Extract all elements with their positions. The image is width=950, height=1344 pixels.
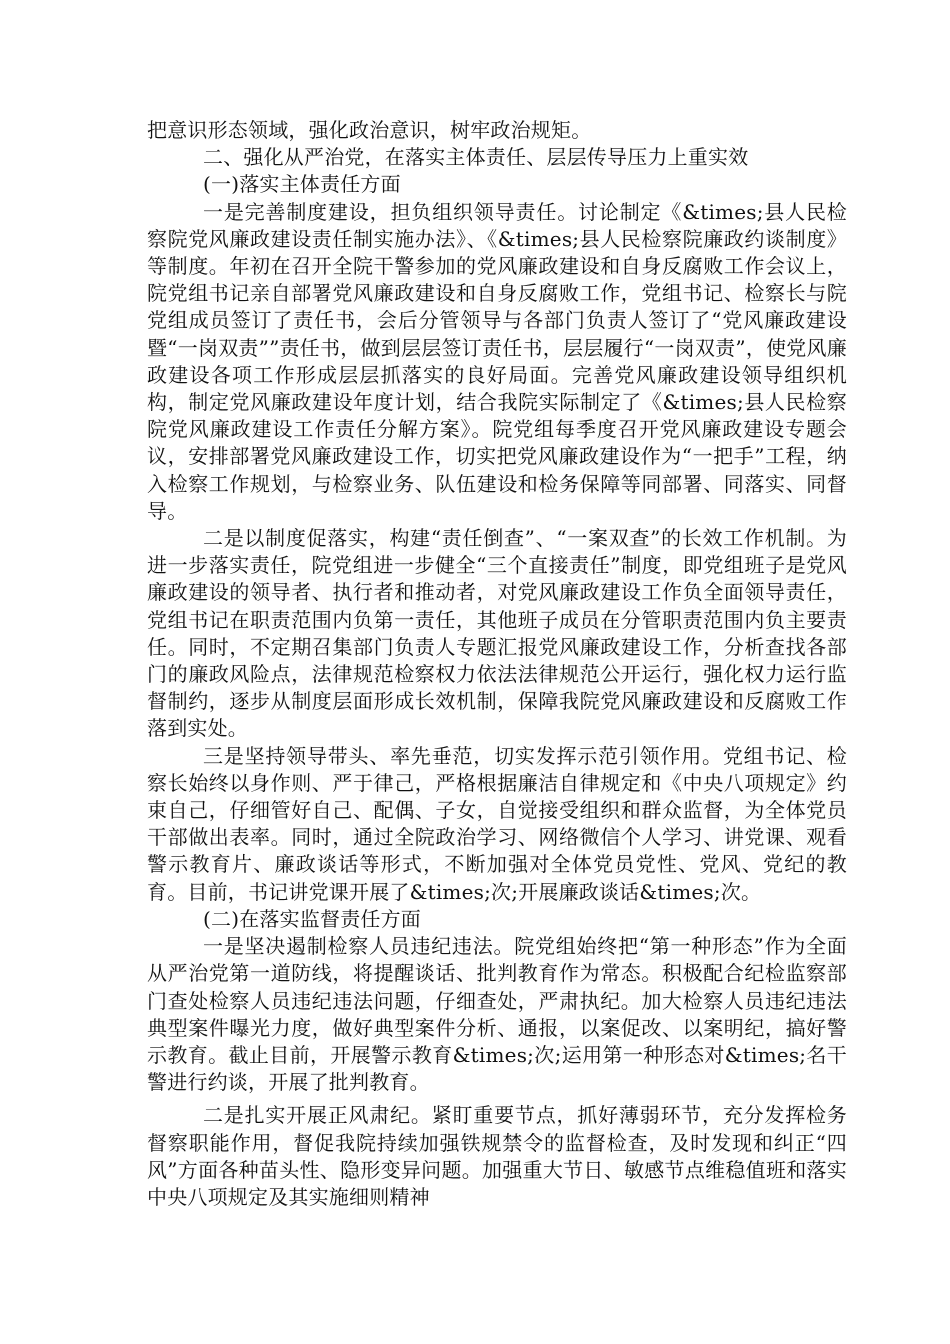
paragraph-body: 二是扎实开展正风肃纪。紧盯重要节点，抓好薄弱环节，充分发挥检务督察职能作用，督促我院持续加强铁规禁令的监督检查，及时发现和纠正“四风”方面各种苗头性、隐形变异问题。加强重大节日、敏感节点维稳值班和落实中央八项规定及其实施细则精神: [147, 1103, 847, 1209]
subsection-heading-1: (一)落实主体责任方面: [203, 172, 401, 197]
document-body: [147, 117, 847, 1211]
paragraph-body: 三是坚持领导带头、率先垂范，切实发挥示范引领作用。党组书记、检察长始终以身作则、严于律己，严格根据廉洁自律规定和《中央八项规定》约束自己，仔细管好自己、配偶、子女，自觉接受组织和群众监督，为全体党员干部做出表率。同时，通过全院政治学习、网络微信个人学习、讲党课、观看警示教育片、廉政谈话等形式，不断加强对全体党员党性、党风、党纪的教育。目前，书记讲党课开展了&times;次;开展廉政谈话&times;次。: [147, 743, 847, 904]
subsection-heading-2: (二)在落实监督责任方面: [203, 906, 422, 931]
paragraph-body: 二是以制度促落实，构建“责任倒查”、“一案双查”的长效工作机制。为进一步落实责任，院党组进一步健全“三个直接责任”制度，即党组班子是党风廉政建设的领导者、执行者和推动者，对党风廉政建设工作负全面领导责任，党组书记在职责范围内负第一责任，其他班子成员在分管职责范围内负主要责任。同时，不定期召集部门负责人专题汇报党风廉政建设工作，分析查找各部门的廉政风险点，法律规范检察权力依法法律规范公开运行，强化权力运行监督制约，逐步从制度层面形成长效机制，保障我院党风廉政建设和反腐败工作落到实处。: [147, 526, 847, 741]
paragraph-body: 一是完善制度建设，担负组织领导责任。讨论制定《&times;县人民检察院党风廉政建设责任制实施办法》、《&times;县人民检察院廉政约谈制度》等制度。年初在召开全院干警参加的党风廉政建设和自身反腐败工作会议上，院党组书记亲自部署党风廉政建设和自身反腐败工作，党组书记、检察长与院党组成员签订了责任书，会后分管领导与各部门负责人签订了“党风廉政建设暨“一岗双责””责任书，做到层层签订责任书，层层履行“一岗双责”，使党风廉政建设各项工作形成层层抓落实的良好局面。完善党风廉政建设领导组织机构，制定党风廉政建设年度计划，结合我院实际制定了《&times;县人民检察院党风廉政建设工作责任分解方案》。院党组每季度召开党风廉政建设专题会议，安排部署党风廉政建设工作，切实把党风廉政建设作为“一把手”工程，纳入检察工作规划，与检察业务、队伍建设和检务保障等同部署、同落实、同督导。: [147, 199, 847, 523]
paragraph-body: 一是坚决遏制检察人员违纪违法。院党组始终把“第一种形态”作为全面从严治党第一道防线，将提醒谈话、批判教育作为常态。积极配合纪检监察部门查处检察人员违纪违法问题，仔细查处，严肃执纪。加大检察人员违纪违法典型案件曝光力度，做好典型案件分析、通报，以案促改、以案明纪，搞好警示教育。截止目前，开展警示教育&times;次;运用第一种形态对&times;名干警进行约谈，开展了批判教育。: [147, 934, 847, 1095]
paragraph-continuation: 把意识形态领域，强化政治意识，树牢政治规矩。: [147, 118, 592, 142]
section-heading-2: 二、强化从严治党，在落实主体责任、层层传导压力上重实效: [203, 145, 749, 170]
